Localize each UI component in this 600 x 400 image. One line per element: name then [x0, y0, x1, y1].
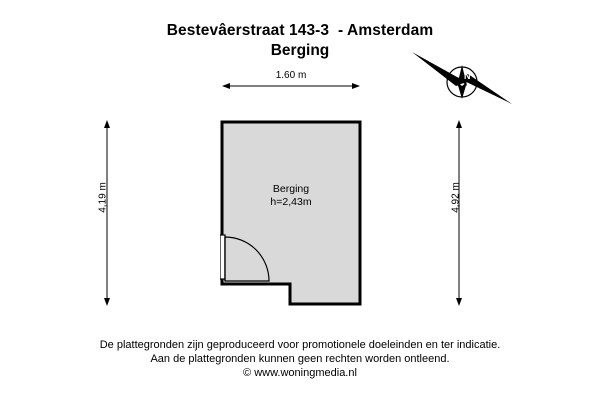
dimension-right	[448, 120, 470, 306]
page-title: Bestevâerstraat 143-3 - Amsterdam	[166, 22, 434, 39]
dimension-top-label: 1.60 m	[275, 70, 307, 81]
dimension-left-label: 4,19 m	[97, 182, 109, 213]
room-label	[220, 183, 362, 209]
footer-line-1: De plattegronden zijn geproduceerd voor promotionele doeleinden en ter indicatie.	[99, 339, 501, 351]
compass-rose	[408, 52, 516, 112]
footer-line-2: Aan de plattegronden kunnen geen rechten worden ontleend.	[150, 353, 450, 365]
svg-text:N: N	[464, 71, 471, 81]
compass-icon	[408, 52, 516, 112]
page-subtitle: Berging	[270, 42, 330, 59]
dimension-left	[96, 120, 118, 306]
footer-disclaimer	[0, 338, 600, 380]
footer-line-3: © www.woningmedia.nl	[243, 367, 357, 379]
dimension-right-label: 4,92 m	[450, 182, 462, 213]
dimension-top	[222, 72, 360, 92]
floorplan-shape	[220, 120, 362, 306]
room-outline	[220, 120, 362, 306]
room-name: Berging	[272, 183, 310, 195]
room-height: h=2,43m	[270, 196, 312, 208]
